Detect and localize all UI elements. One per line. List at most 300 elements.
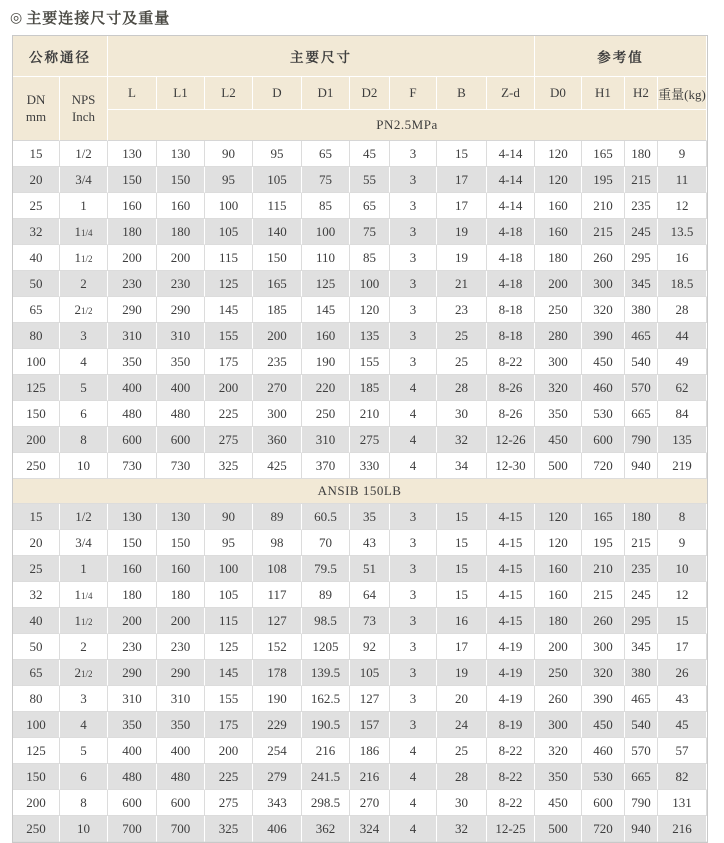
cell-value: 730 (108, 453, 157, 479)
table-row (13, 712, 707, 738)
cell-value: 530 (582, 764, 625, 790)
table-row (13, 219, 707, 245)
cell-value: 360 (253, 427, 302, 453)
cell-value: 324 (350, 816, 390, 842)
cell-dn: 250 (13, 453, 60, 479)
cell-value: 3 (390, 504, 437, 530)
cell-value: 98 (253, 530, 302, 556)
cell-value: 325 (205, 453, 253, 479)
cell-nps: 3/4 (60, 167, 108, 193)
header-col-l1: L1 (157, 77, 205, 110)
cell-value: 540 (625, 349, 658, 375)
cell-value: 600 (582, 790, 625, 816)
cell-value: 73 (350, 608, 390, 634)
cell-value: 89 (302, 582, 350, 608)
cell-value: 34 (437, 453, 487, 479)
cell-value: 450 (582, 349, 625, 375)
cell-value: 210 (350, 401, 390, 427)
cell-dn: 65 (13, 297, 60, 323)
cell-value: 310 (157, 323, 205, 349)
cell-value: 270 (253, 375, 302, 401)
cell-value: 44 (658, 323, 707, 349)
cell-value: 145 (205, 297, 253, 323)
cell-value: 25 (437, 349, 487, 375)
cell-value: 23 (437, 297, 487, 323)
cell-value: 110 (302, 245, 350, 271)
cell-value: 25 (437, 738, 487, 764)
cell-value: 45 (658, 712, 707, 738)
cell-value: 4-14 (487, 141, 535, 167)
cell-value: 180 (108, 219, 157, 245)
cell-dn: 150 (13, 764, 60, 790)
cell-value: 8-22 (487, 738, 535, 764)
cell-value: 180 (535, 608, 582, 634)
table-row (13, 660, 707, 686)
cell-value: 162.5 (302, 686, 350, 712)
table-row (13, 401, 707, 427)
cell-value: 260 (535, 686, 582, 712)
cell-value: 105 (253, 167, 302, 193)
cell-value: 3 (390, 219, 437, 245)
table-row (13, 738, 707, 764)
table-row (13, 141, 707, 167)
cell-value: 8-26 (487, 375, 535, 401)
cell-value: 290 (108, 297, 157, 323)
cell-value: 15 (437, 141, 487, 167)
cell-value: 200 (205, 375, 253, 401)
cell-nps: 11/2 (60, 245, 108, 271)
band-ansib150lb-row (13, 479, 707, 504)
cell-value: 180 (157, 582, 205, 608)
pressure-band-row (13, 110, 707, 141)
cell-value: 30 (437, 790, 487, 816)
cell-value: 105 (350, 660, 390, 686)
cell-value: 450 (535, 790, 582, 816)
circle-bullet-icon: ◎ (10, 9, 24, 25)
cell-dn: 100 (13, 712, 60, 738)
table-row (13, 764, 707, 790)
cell-value: 500 (535, 816, 582, 842)
cell-value: 370 (302, 453, 350, 479)
cell-value: 65 (302, 141, 350, 167)
cell-value: 12 (658, 582, 707, 608)
table-row (13, 349, 707, 375)
cell-nps: 5 (60, 738, 108, 764)
cell-value: 165 (582, 141, 625, 167)
cell-value: 175 (205, 712, 253, 738)
cell-value: 215 (625, 167, 658, 193)
cell-value: 180 (108, 582, 157, 608)
cell-value: 95 (205, 530, 253, 556)
cell-value: 4 (390, 764, 437, 790)
cell-value: 125 (205, 634, 253, 660)
cell-value: 28 (658, 297, 707, 323)
cell-value: 4-18 (487, 245, 535, 271)
cell-value: 160 (108, 556, 157, 582)
cell-value: 235 (253, 349, 302, 375)
cell-dn: 80 (13, 686, 60, 712)
cell-value: 290 (157, 660, 205, 686)
cell-value: 665 (625, 401, 658, 427)
cell-value: 155 (205, 323, 253, 349)
cell-value: 325 (205, 816, 253, 842)
cell-value: 200 (205, 738, 253, 764)
cell-value: 155 (205, 686, 253, 712)
cell-value: 4-15 (487, 556, 535, 582)
cell-dn: 100 (13, 349, 60, 375)
cell-value: 120 (535, 167, 582, 193)
cell-value: 310 (108, 686, 157, 712)
cell-value: 210 (582, 556, 625, 582)
cell-value: 92 (350, 634, 390, 660)
cell-value: 186 (350, 738, 390, 764)
header-dn-mm (13, 77, 60, 141)
cell-value: 280 (535, 323, 582, 349)
cell-value: 85 (350, 245, 390, 271)
group-header-row (13, 36, 707, 77)
cell-value: 130 (108, 141, 157, 167)
cell-value: 82 (658, 764, 707, 790)
cell-value: 3 (390, 608, 437, 634)
cell-value: 4 (390, 427, 437, 453)
cell-value: 190.5 (302, 712, 350, 738)
cell-value: 350 (157, 712, 205, 738)
cell-value: 450 (535, 427, 582, 453)
cell-value: 400 (108, 738, 157, 764)
cell-value: 139.5 (302, 660, 350, 686)
header-col-weight: 重量(kg) (658, 77, 707, 110)
cell-value: 460 (582, 738, 625, 764)
cell-value: 275 (205, 790, 253, 816)
cell-value: 160 (157, 193, 205, 219)
page-title (10, 7, 724, 28)
cell-value: 105 (205, 219, 253, 245)
header-col-f: F (390, 77, 437, 110)
cell-value: 600 (108, 790, 157, 816)
cell-value: 21 (437, 271, 487, 297)
cell-value: 3 (390, 297, 437, 323)
cell-nps: 1/2 (60, 504, 108, 530)
cell-value: 195 (582, 167, 625, 193)
cell-value: 570 (625, 738, 658, 764)
cell-value: 160 (157, 556, 205, 582)
cell-value: 480 (157, 764, 205, 790)
cell-dn: 32 (13, 219, 60, 245)
cell-nps: 21/2 (60, 297, 108, 323)
cell-value: 3 (390, 582, 437, 608)
cell-value: 100 (302, 219, 350, 245)
cell-value: 120 (535, 504, 582, 530)
cell-value: 98.5 (302, 608, 350, 634)
cell-value: 60.5 (302, 504, 350, 530)
cell-value: 51 (350, 556, 390, 582)
cell-value: 200 (253, 323, 302, 349)
cell-value: 178 (253, 660, 302, 686)
table-row (13, 297, 707, 323)
cell-value: 3 (390, 660, 437, 686)
cell-value: 235 (625, 193, 658, 219)
cell-value: 3 (390, 193, 437, 219)
cell-value: 300 (582, 271, 625, 297)
cell-value: 230 (108, 271, 157, 297)
cell-value: 15 (437, 530, 487, 556)
cell-value: 19 (437, 245, 487, 271)
cell-value: 200 (157, 245, 205, 271)
cell-value: 45 (350, 141, 390, 167)
cell-value: 195 (582, 530, 625, 556)
cell-dn: 80 (13, 323, 60, 349)
cell-value: 216 (658, 816, 707, 842)
cell-value: 160 (535, 219, 582, 245)
cell-nps: 2 (60, 271, 108, 297)
cell-value: 30 (437, 401, 487, 427)
cell-value: 350 (157, 349, 205, 375)
cell-dn: 200 (13, 790, 60, 816)
cell-nps: 3 (60, 323, 108, 349)
cell-value: 200 (108, 608, 157, 634)
cell-value: 84 (658, 401, 707, 427)
cell-value: 135 (350, 323, 390, 349)
cell-value: 100 (205, 193, 253, 219)
cell-value: 245 (625, 582, 658, 608)
cell-value: 150 (253, 245, 302, 271)
cell-value: 150 (108, 530, 157, 556)
cell-value: 3 (390, 323, 437, 349)
cell-dn: 20 (13, 530, 60, 556)
cell-value: 135 (658, 427, 707, 453)
cell-value: 350 (535, 401, 582, 427)
cell-value: 17 (437, 634, 487, 660)
cell-dn: 25 (13, 193, 60, 219)
cell-value: 200 (157, 608, 205, 634)
cell-value: 320 (535, 738, 582, 764)
cell-value: 241.5 (302, 764, 350, 790)
cell-value: 120 (535, 530, 582, 556)
band-ansib150lb: ANSIB 150LB (13, 479, 707, 504)
cell-value: 480 (157, 401, 205, 427)
cell-value: 279 (253, 764, 302, 790)
cell-value: 90 (205, 141, 253, 167)
table-row (13, 427, 707, 453)
cell-value: 665 (625, 764, 658, 790)
cell-nps: 6 (60, 764, 108, 790)
cell-dn: 25 (13, 556, 60, 582)
cell-value: 425 (253, 453, 302, 479)
cell-value: 4 (390, 816, 437, 842)
header-col-d1: D1 (302, 77, 350, 110)
header-col-b: B (437, 77, 487, 110)
header-nps: NPS (71, 91, 96, 107)
cell-value: 20 (437, 686, 487, 712)
header-col-zd: Z-d (487, 77, 535, 110)
cell-value: 57 (658, 738, 707, 764)
cell-value: 4-15 (487, 582, 535, 608)
cell-value: 345 (625, 634, 658, 660)
cell-nps: 6 (60, 401, 108, 427)
header-nominal-diameter: 公称通径 (13, 36, 108, 77)
table-row (13, 504, 707, 530)
cell-dn: 15 (13, 141, 60, 167)
cell-value: 15 (658, 608, 707, 634)
table-body (13, 141, 707, 842)
cell-value: 500 (535, 453, 582, 479)
cell-value: 600 (157, 427, 205, 453)
cell-value: 3 (390, 686, 437, 712)
table-row (13, 271, 707, 297)
cell-value: 400 (157, 375, 205, 401)
cell-value: 185 (350, 375, 390, 401)
header-col-d: D (253, 77, 302, 110)
cell-nps: 3/4 (60, 530, 108, 556)
cell-value: 230 (108, 634, 157, 660)
table-row (13, 582, 707, 608)
cell-value: 9 (658, 530, 707, 556)
cell-value: 130 (157, 504, 205, 530)
cell-value: 300 (535, 712, 582, 738)
cell-value: 95 (205, 167, 253, 193)
cell-nps: 8 (60, 427, 108, 453)
cell-value: 215 (582, 582, 625, 608)
cell-value: 8-22 (487, 349, 535, 375)
cell-value: 16 (658, 245, 707, 271)
cell-value: 230 (157, 271, 205, 297)
cell-value: 250 (535, 297, 582, 323)
cell-value: 4-19 (487, 686, 535, 712)
cell-value: 150 (157, 167, 205, 193)
cell-value: 180 (625, 141, 658, 167)
cell-value: 320 (535, 375, 582, 401)
cell-value: 235 (625, 556, 658, 582)
cell-value: 275 (205, 427, 253, 453)
cell-value: 12-30 (487, 453, 535, 479)
cell-value: 8-19 (487, 712, 535, 738)
cell-value: 160 (535, 582, 582, 608)
cell-value: 115 (253, 193, 302, 219)
cell-value: 165 (582, 504, 625, 530)
cell-value: 350 (108, 349, 157, 375)
cell-value: 12-26 (487, 427, 535, 453)
cell-value: 295 (625, 245, 658, 271)
cell-value: 90 (205, 504, 253, 530)
cell-value: 230 (157, 634, 205, 660)
cell-value: 105 (205, 582, 253, 608)
column-header-row (13, 77, 707, 110)
cell-value: 62 (658, 375, 707, 401)
cell-value: 10 (658, 556, 707, 582)
cell-value: 13.5 (658, 219, 707, 245)
cell-value: 343 (253, 790, 302, 816)
cell-value: 24 (437, 712, 487, 738)
cell-value: 4-19 (487, 634, 535, 660)
cell-nps: 11/4 (60, 582, 108, 608)
cell-value: 460 (582, 375, 625, 401)
cell-value: 790 (625, 427, 658, 453)
cell-value: 310 (108, 323, 157, 349)
cell-value: 100 (350, 271, 390, 297)
cell-value: 35 (350, 504, 390, 530)
cell-value: 720 (582, 453, 625, 479)
cell-value: 4 (390, 401, 437, 427)
cell-value: 400 (108, 375, 157, 401)
cell-value: 8-18 (487, 323, 535, 349)
table-row (13, 453, 707, 479)
cell-value: 270 (350, 790, 390, 816)
cell-value: 4-15 (487, 504, 535, 530)
cell-dn: 200 (13, 427, 60, 453)
cell-value: 32 (437, 816, 487, 842)
cell-value: 940 (625, 453, 658, 479)
cell-value: 390 (582, 323, 625, 349)
cell-value: 390 (582, 686, 625, 712)
cell-value: 8-26 (487, 401, 535, 427)
cell-value: 3 (390, 271, 437, 297)
cell-value: 4 (390, 375, 437, 401)
cell-value: 4 (390, 738, 437, 764)
cell-dn: 250 (13, 816, 60, 842)
cell-value: 85 (302, 193, 350, 219)
cell-value: 254 (253, 738, 302, 764)
table-row (13, 323, 707, 349)
cell-dn: 40 (13, 608, 60, 634)
header-main-dimensions: 主要尺寸 (108, 36, 535, 77)
cell-value: 117 (253, 582, 302, 608)
cell-value: 70 (302, 530, 350, 556)
cell-value: 298.5 (302, 790, 350, 816)
table-row (13, 816, 707, 842)
cell-nps: 4 (60, 712, 108, 738)
cell-value: 295 (625, 608, 658, 634)
cell-value: 600 (108, 427, 157, 453)
cell-value: 790 (625, 790, 658, 816)
table-row (13, 245, 707, 271)
cell-value: 28 (437, 375, 487, 401)
cell-value: 4-19 (487, 660, 535, 686)
cell-dn: 65 (13, 660, 60, 686)
cell-value: 345 (625, 271, 658, 297)
cell-value: 310 (157, 686, 205, 712)
cell-value: 1205 (302, 634, 350, 660)
cell-value: 406 (253, 816, 302, 842)
cell-value: 95 (253, 141, 302, 167)
page-title-text: 主要连接尺寸及重量 (26, 10, 171, 27)
header-col-l: L (108, 77, 157, 110)
cell-dn: 50 (13, 271, 60, 297)
cell-dn: 125 (13, 738, 60, 764)
cell-value: 120 (350, 297, 390, 323)
cell-value: 3 (390, 556, 437, 582)
cell-value: 210 (582, 193, 625, 219)
cell-value: 12 (658, 193, 707, 219)
cell-value: 8 (658, 504, 707, 530)
cell-value: 127 (253, 608, 302, 634)
cell-value: 190 (302, 349, 350, 375)
cell-value: 380 (625, 297, 658, 323)
cell-value: 49 (658, 349, 707, 375)
cell-value: 570 (625, 375, 658, 401)
cell-dn: 32 (13, 582, 60, 608)
cell-value: 65 (350, 193, 390, 219)
cell-value: 131 (658, 790, 707, 816)
header-nps-inch (60, 77, 108, 141)
cell-value: 28 (437, 764, 487, 790)
cell-value: 17 (658, 634, 707, 660)
cell-value: 700 (108, 816, 157, 842)
cell-value: 4 (390, 790, 437, 816)
header-inch: Inch (71, 108, 96, 124)
cell-nps: 5 (60, 375, 108, 401)
cell-dn: 20 (13, 167, 60, 193)
cell-value: 250 (302, 401, 350, 427)
